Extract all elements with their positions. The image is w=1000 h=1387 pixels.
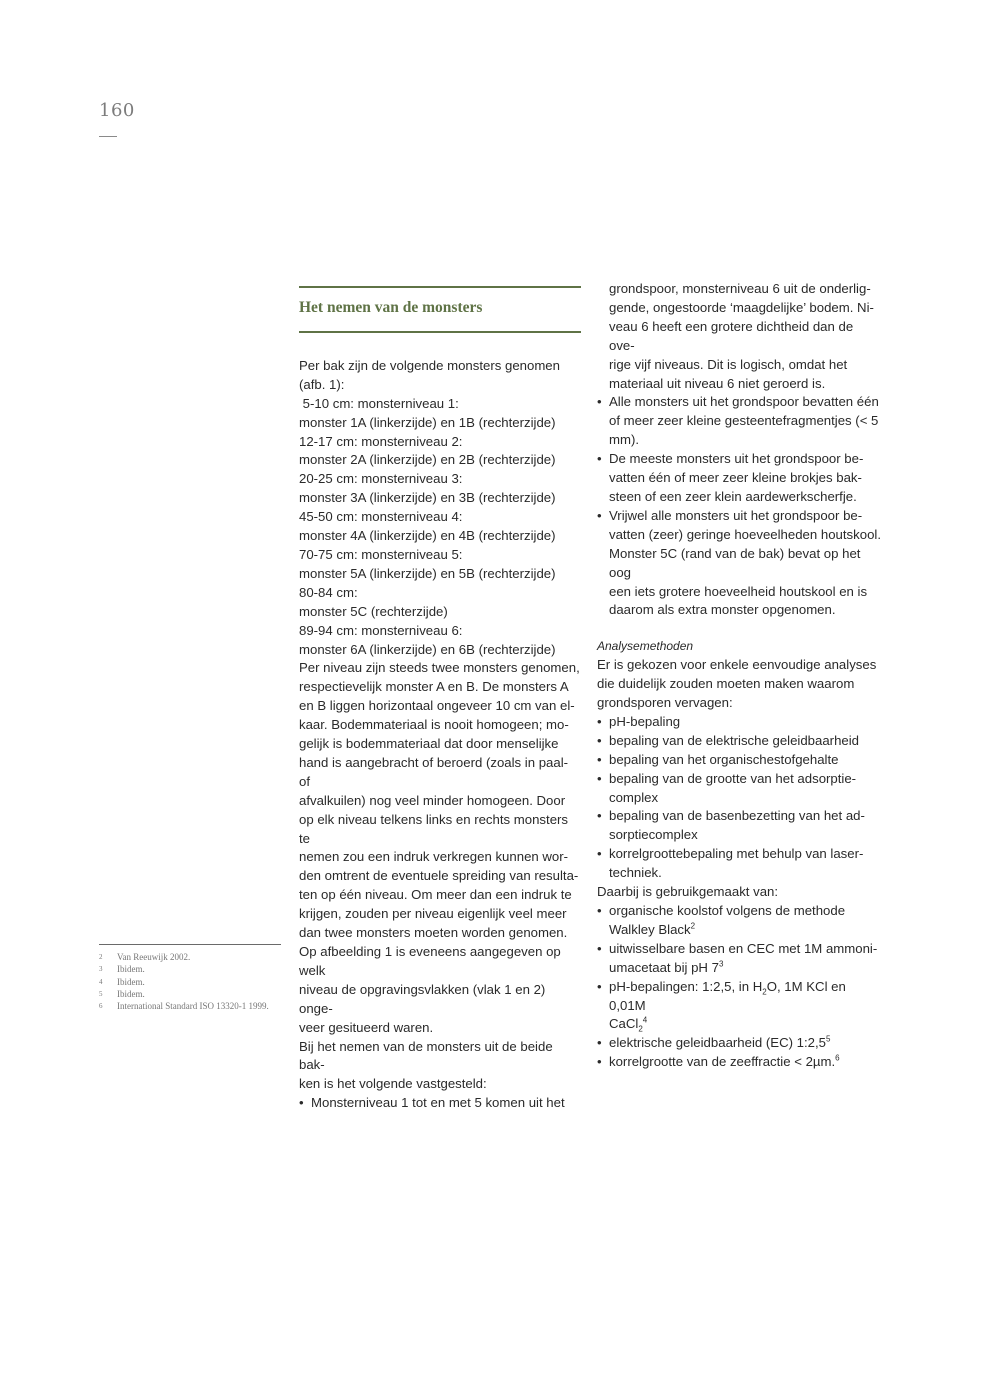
- footnote: [99, 976, 281, 988]
- list-item: [597, 732, 882, 751]
- text-line: monster 3A (linkerzijde) en 3B (rechterzijde): [299, 490, 556, 506]
- findings-list: [299, 1094, 581, 1113]
- text-line: kaar. Bodemmateriaal is nooit homogeen; mo-: [299, 717, 569, 733]
- text-line: korrelgrootte van de zeeffractie < 2µm.: [609, 1054, 836, 1070]
- text-line: (afb. 1):: [299, 376, 345, 392]
- footnotes: [99, 944, 281, 1012]
- text-line: een iets grotere hoeveelheid houtskool en is: [609, 583, 868, 599]
- text-line: niveau de opgravingsvlakken (vlak 1 en 2) onge-: [299, 981, 546, 1016]
- text-line: vatten één of meer zeer kleine brokjes bak-: [609, 470, 862, 486]
- list-item: [597, 940, 882, 978]
- section-title: Het nemen van de monsters: [299, 299, 483, 316]
- list-item: [597, 450, 882, 507]
- text-line: monster 5C (rechterzijde): [299, 603, 448, 619]
- text-line: of meer zeer kleine gesteentefragmentjes (< 5: [609, 413, 879, 429]
- text-line: sorptiecomplex: [609, 827, 698, 843]
- methods-list: [597, 902, 882, 1072]
- text-line: 89-94 cm: monsterniveau 6:: [299, 622, 463, 638]
- text-line: monster 6A (linkerzijde) en 6B (rechterzijde): [299, 641, 556, 657]
- text-line: ten op één niveau. Om meer dan een indruk te: [299, 887, 572, 903]
- left-body: [299, 357, 581, 1113]
- footnote-number: 5: [99, 989, 103, 998]
- text-line: dan twee monsters moeten worden genomen.: [299, 925, 568, 941]
- right-column: [597, 280, 882, 1072]
- text-line: Vrijwel alle monsters uit het grondspoor be-: [609, 507, 863, 523]
- text-line: Er is gekozen voor enkele eenvoudige analyses: [597, 657, 877, 673]
- section-rule-bottom: [299, 331, 581, 333]
- text-line: 5-10 cm: monsterniveau 1:: [299, 395, 459, 411]
- findings-list-continued: [597, 393, 882, 620]
- text-line: 70-75 cm: monsterniveau 5:: [299, 546, 463, 562]
- page-number-dash: [99, 136, 117, 137]
- text-line: monster 2A (linkerzijde) en 2B (rechterzijde): [299, 452, 556, 468]
- text-line: Alle monsters uit het grondspoor bevatten één: [609, 394, 879, 410]
- text-line: monster 5A (linkerzijde) en 5B (rechterzijde): [299, 565, 556, 581]
- text-line: hand is aangebracht of beroerd (zoals in paal- of: [299, 754, 569, 789]
- list-item: [597, 807, 882, 845]
- text-line: 20-25 cm: monsterniveau 3:: [299, 471, 463, 487]
- footnote-number: 3: [99, 965, 103, 974]
- text-line: materiaal uit niveau 6 niet geroerd is.: [609, 375, 826, 391]
- text-line: 12-17 cm: monsterniveau 2:: [299, 433, 463, 449]
- text-line: elektrische geleidbaarheid (EC) 1:2,5: [609, 1035, 826, 1051]
- text-line: ken is het volgende vastgesteld:: [299, 1076, 487, 1092]
- list-item: [597, 978, 882, 1035]
- text-line: O, 1M KCl en 0,01M: [609, 978, 846, 1013]
- text-line: Per bak zijn de volgende monsters genomen: [299, 357, 560, 373]
- list-item: [597, 1034, 882, 1053]
- text-line: pH-bepaling: [609, 713, 681, 729]
- text-line: grondsporen vervagen:: [597, 695, 733, 711]
- text-line: daarom als extra monster opgenomen.: [609, 602, 836, 618]
- list-item: [597, 751, 882, 770]
- body-paragraph: [299, 659, 581, 1094]
- list-item: [597, 902, 882, 940]
- used-label: Daarbij is gebruikgemaakt van:: [597, 884, 779, 900]
- text-line: bepaling van de grootte van het adsorptie-: [609, 770, 857, 786]
- text-line: Per niveau zijn steeds twee monsters genomen,: [299, 660, 580, 676]
- left-column: [299, 286, 581, 1113]
- text-line: complex: [609, 789, 659, 805]
- footnote-ref: 3: [718, 959, 724, 969]
- text-line: techniek.: [609, 865, 662, 881]
- text-line: krijgen, zouden per niveau eigenlijk veel meer: [299, 906, 567, 922]
- footnote-text: Ibidem.: [117, 988, 145, 999]
- list-item: • Monsterniveau 1 tot en met 5 komen uit het: [299, 1094, 581, 1113]
- text-line: die duidelijk zouden moeten maken waarom: [597, 676, 855, 692]
- text-line: steen of een zeer klein aardewerkscherfje.: [609, 488, 857, 504]
- footnote-text: Ibidem.: [117, 976, 145, 987]
- text-line: veer gesitueerd waren.: [299, 1019, 434, 1035]
- text-line: De meeste monsters uit het grondspoor be-: [609, 451, 864, 467]
- text-line: en B liggen horizontaal ongeveer 10 cm van el-: [299, 698, 575, 714]
- text-line: mm).: [609, 432, 640, 448]
- text-line: grondspoor, monsterniveau 6 uit de onderlig-: [609, 281, 871, 296]
- footnote: [99, 988, 281, 1000]
- footnote-ref: 5: [825, 1034, 831, 1044]
- text-line: bepaling van het organischestofgehalte: [609, 751, 839, 767]
- text-line: gende, ongestoorde ‘maagdelijke’ bodem. Ni-: [609, 299, 874, 315]
- text-line: Walkley Black: [609, 921, 691, 937]
- text-line: CaCl: [609, 1016, 639, 1032]
- text-line: monster 4A (linkerzijde) en 4B (rechterzijde): [299, 528, 556, 544]
- footnote: [99, 963, 281, 975]
- list-item: [597, 507, 882, 620]
- subscript: 2: [638, 1025, 643, 1035]
- text-line: monster 1A (linkerzijde) en 1B (rechterzijde): [299, 414, 556, 430]
- text-line: den omtrent de eventuele spreiding van resulta-: [299, 868, 579, 884]
- footnote-number: 6: [99, 1002, 103, 1011]
- list-item: [597, 770, 882, 808]
- text-line: gelijk is bodemmateriaal dat door menselijke: [299, 736, 559, 752]
- footnote: [99, 1000, 281, 1012]
- footnote-text: International Standard ISO 13320-1 1999.: [117, 1001, 269, 1012]
- text-line: op elk niveau telkens links en rechts monsters te: [299, 811, 569, 846]
- text-line: uitwisselbare basen en CEC met 1M ammoni-: [609, 940, 878, 956]
- footnote-number: 4: [99, 977, 103, 986]
- analysis-list: [597, 713, 882, 883]
- footnote-ref: 4: [642, 1016, 648, 1026]
- text-line: korrelgroottebepaling met behulp van laser-: [609, 846, 864, 862]
- text-line: organische koolstof volgens de methode: [609, 903, 846, 918]
- sample-list: [299, 357, 581, 660]
- footnote: [99, 951, 281, 963]
- text-line: 80-84 cm:: [299, 584, 358, 600]
- footnote-text: Van Reeuwijk 2002.: [117, 952, 191, 962]
- list-item: [597, 845, 882, 883]
- footnote-ref: 6: [835, 1053, 840, 1063]
- text-line: Monster 5C (rand van de bak) bevat op het oog: [609, 545, 861, 580]
- findings-continuation: [597, 280, 882, 393]
- footnote-ref: 2: [690, 921, 696, 931]
- section-rule-top: [299, 286, 581, 288]
- text-line: nemen zou een indruk verkregen kunnen wor-: [299, 849, 569, 865]
- text-line: 45-50 cm: monsterniveau 4:: [299, 509, 463, 525]
- footnote-number: 2: [99, 953, 103, 961]
- subscript: 2: [762, 987, 767, 997]
- footnote-text: Ibidem.: [117, 964, 145, 975]
- text-line: bepaling van de elektrische geleidbaarheid: [609, 732, 860, 748]
- text-line: umacetaat bij pH 7: [609, 959, 719, 975]
- analysis-intro: [597, 656, 882, 713]
- text-line: vatten (zeer) geringe hoeveelheden houtskool.: [609, 526, 881, 542]
- text-line: rige vijf niveaus. Dit is logisch, omdat het: [609, 356, 848, 372]
- list-item: [597, 713, 882, 732]
- text-line: Op afbeelding 1 is eveneens aangegeven op welk: [299, 944, 561, 978]
- text-line: bepaling van de basenbezetting van het ad-: [609, 808, 865, 824]
- page-number: 160: [99, 100, 135, 121]
- list-item: [597, 1053, 882, 1072]
- text-line: afvalkuilen) nog veel minder homogeen. Door: [299, 792, 566, 808]
- text-line: pH-bepalingen: 1:2,5, in H: [609, 978, 763, 994]
- list-item: [597, 393, 882, 450]
- text-line: Bij het nemen van de monsters uit de beide bak-: [299, 1038, 553, 1073]
- text-line: veau 6 heeft een grotere dichtheid dan de ove-: [609, 318, 854, 353]
- subheading-analysemethoden: Analysemethoden: [597, 639, 694, 654]
- text-line: respectievelijk monster A en B. De monsters A: [299, 679, 569, 695]
